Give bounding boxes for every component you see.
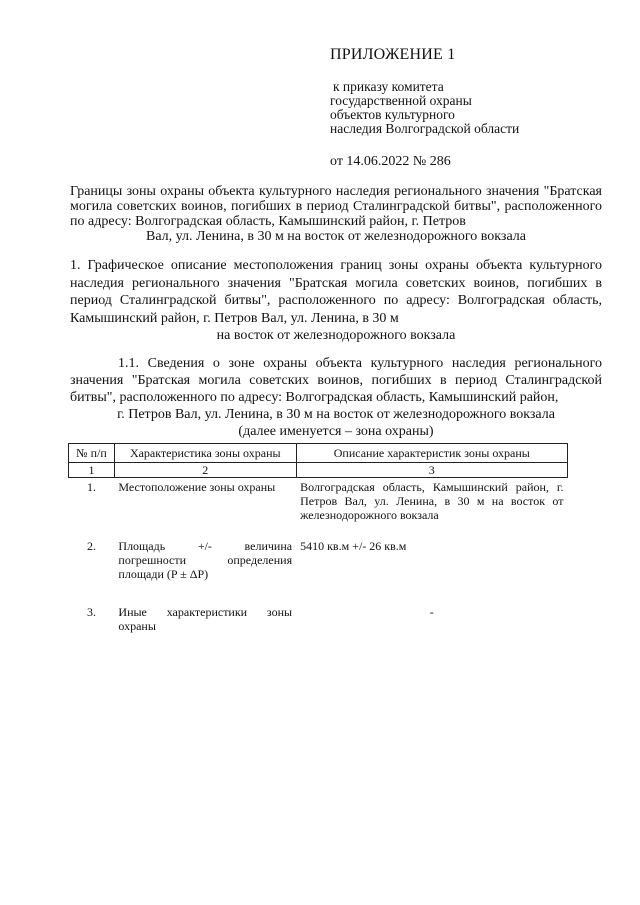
heading-text: Границы зоны охраны объекта культурного наследия регионального значения "Братская могила советских воинов, погибших в период Сталинградской битвы", расположенного по адресу: Волгоградская область, Камышинский район, г. Петров xyxy=(70,184,602,229)
annex-order-reference xyxy=(330,80,610,136)
row-characteristic: Площадь +/- величина погрешности определения площади (P ± ΔP) xyxy=(118,539,293,581)
annex-date: от 14.06.2022 № 286 xyxy=(330,154,451,169)
section-1-paragraph xyxy=(70,257,602,345)
row-description: 5410 кв.м +/- 26 кв.м xyxy=(300,539,407,553)
table-header-number: № п/п xyxy=(69,444,115,463)
row-characteristic: Местоположение зоны охраны xyxy=(118,480,276,494)
table-row xyxy=(69,537,568,603)
column-number: 1 xyxy=(69,463,115,478)
row-description: - xyxy=(429,605,434,619)
table-column-numbers-row xyxy=(69,463,568,478)
annex-line: государственной охраны xyxy=(330,93,472,108)
table-header-description: Описание характеристик зоны охраны xyxy=(296,444,567,463)
row-number: 2. xyxy=(86,539,96,553)
section-1-1-note: (далее именуется – зона охраны) xyxy=(238,424,434,439)
annex-block xyxy=(330,46,610,170)
document-heading xyxy=(70,184,602,244)
section-1-1-center-line: г. Петров Вал, ул. Ленина, в 30 м на восток от железнодорожного вокзала xyxy=(117,407,555,422)
table-row xyxy=(69,603,568,647)
row-number: 1. xyxy=(86,480,96,494)
column-number: 2 xyxy=(114,463,296,478)
section-1-text-last: на восток от железнодорожного вокзала xyxy=(216,328,456,343)
row-number: 3. xyxy=(86,605,96,619)
annex-line: к приказу комитета xyxy=(333,79,444,94)
annex-line: объектов культурного xyxy=(330,107,455,122)
table-header-characteristic: Характеристика зоны охраны xyxy=(114,444,296,463)
table-row xyxy=(69,478,568,538)
table-header-row xyxy=(69,444,568,463)
row-characteristic: Иные характеристики зоны охраны xyxy=(118,605,293,633)
zone-table xyxy=(68,443,568,647)
section-1-1-text: 1.1. Сведения о зоне охраны объекта культурного наследия регионального значения "Братская могила советских воинов, погибших в период Сталинградской битвы", расположенного по адресу: Волгоградская область, Камышинский район, xyxy=(70,356,602,405)
section-1-1-paragraph xyxy=(70,355,602,440)
column-number: 3 xyxy=(296,463,567,478)
row-description: Волгоградская область, Камышинский район, г. Петров Вал, ул. Ленина, в 30 м на восток от железнодорожного вокзала xyxy=(300,480,564,522)
annex-line: наследия Волгоградской области xyxy=(330,121,520,136)
section-1-text: 1. Графическое описание местоположения границ зоны охраны объекта культурного наследия регионального значения "Братская могила советских воинов, погибших в период Сталинградской битвы", расположенного по адресу: Волгоградская область, Камышинский район, г. Петров Вал, ул. Ленина, в 30 м xyxy=(70,258,602,326)
heading-text-last: Вал, ул. Ленина, в 30 м на восток от железнодорожного вокзала xyxy=(146,229,526,244)
annex-title: ПРИЛОЖЕНИЕ 1 xyxy=(330,46,456,63)
